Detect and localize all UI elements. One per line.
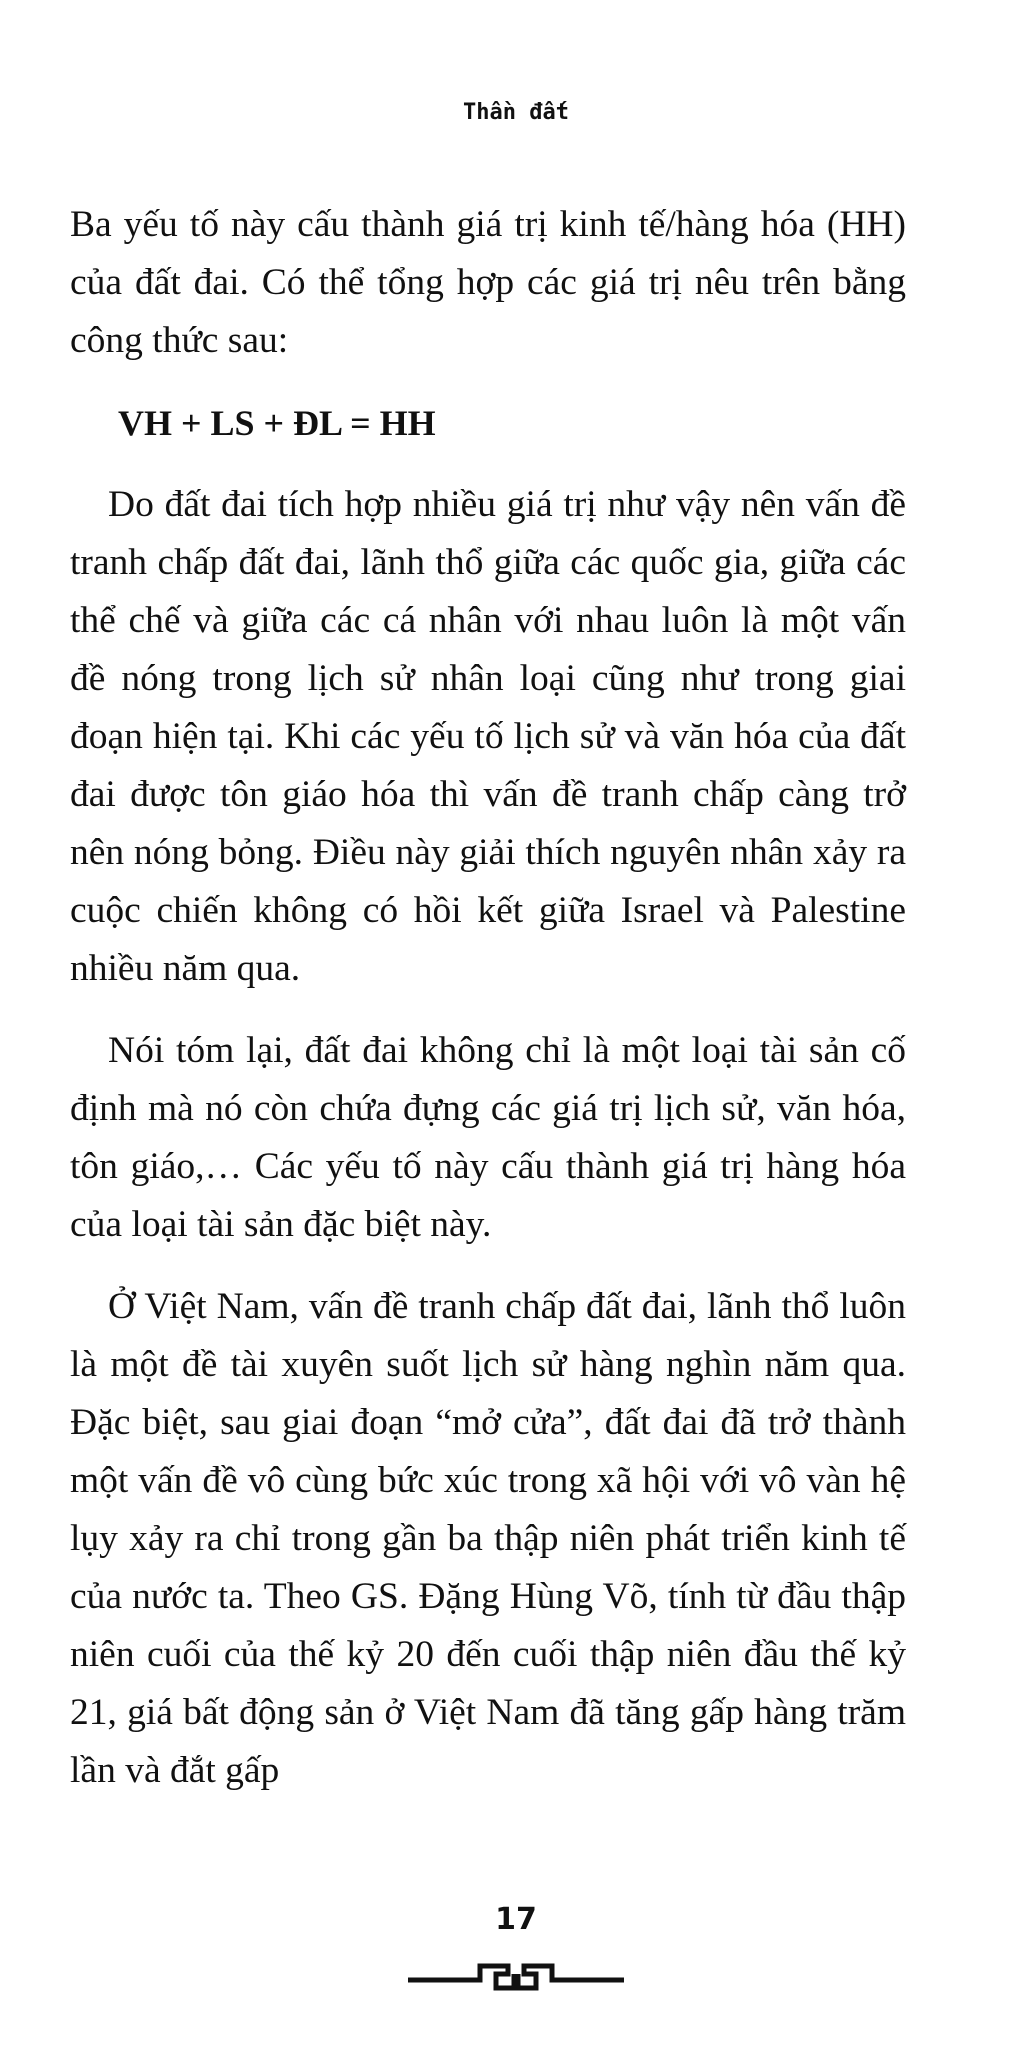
paragraph: Ba yếu tố này cấu thành giá trị kinh tế/hàng hóa (HH) của đất đai. Có thể tổng hợp các giá trị nêu trên bằng công thức sau: [70, 204, 906, 361]
running-title: Thần đất [463, 100, 569, 125]
paragraph: Do đất đai tích hợp nhiều giá trị như vậy nên vấn đề tranh chấp đất đai, lãnh thổ giữa các quốc gia, giữa các thể chế và giữa các cá nhân với nhau luôn là một vấn đề nóng trong lịch sử nhân loại cũng như trong giai đoạn hiện tại. Khi các yếu tố lịch sử và văn hóa của đất đai được tôn giáo hóa thì vấn đề tranh chấp càng trở nên nóng bỏng. Điều này giải thích nguyên nhân xảy ra cuộc chiến không có hồi kết giữa Israel và Palestine nhiều năm qua. [70, 484, 906, 989]
paragraph: Ở Việt Nam, vấn đề tranh chấp đất đai, lãnh thổ luôn là một đề tài xuyên suốt lịch sử hàng nghìn năm qua. Đặc biệt, sau giai đoạn “mở cửa”, đất đai đã trở thành một vấn đề vô cùng bức xúc trong xã hội với vô vàn hệ lụy xảy ra chỉ trong gần ba thập niên phát triển kinh tế của nước ta. Theo GS. Đặng Hùng Võ, tính từ đầu thập niên cuối của thế kỷ 20 đến cuối thập niên đầu thế kỷ 21, giá bất động sản ở Việt Nam đã tăng gấp hàng trăm lần và đắt gấp [70, 1286, 906, 1791]
ornament-divider-icon [408, 1958, 624, 1992]
page-number: 17 [495, 1902, 537, 1937]
paragraph: Nói tóm lại, đất đai không chỉ là một loại tài sản cố định mà nó còn chứa đựng các giá trị lịch sử, văn hóa, tôn giáo,… Các yếu tố này cấu thành giá trị hàng hóa của loại tài sản đặc biệt này. [70, 1030, 906, 1245]
page-body [70, 196, 906, 1824]
formula: VH + LS + ĐL = HH [118, 403, 436, 443]
